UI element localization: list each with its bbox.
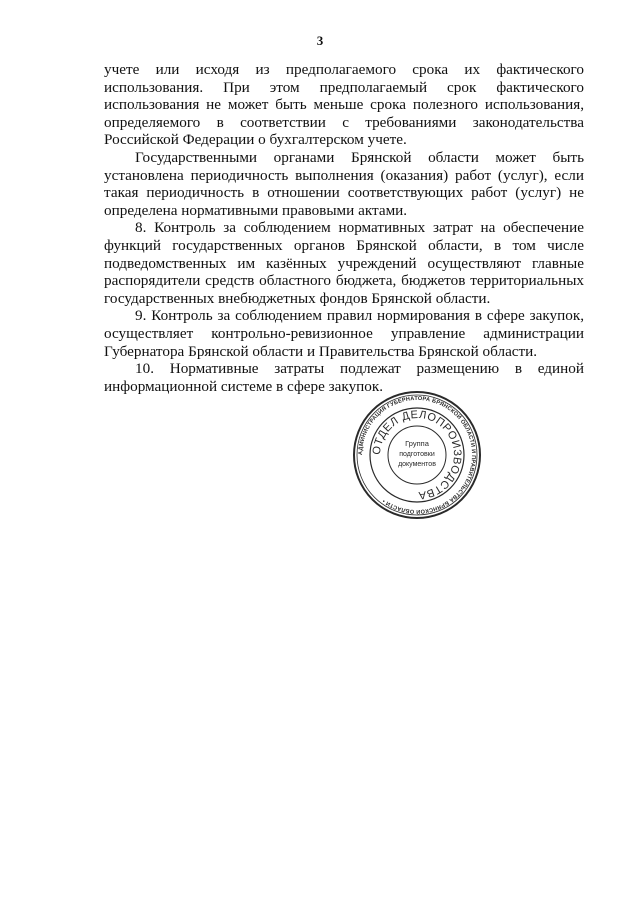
stamp-center-line-2: подготовки (399, 451, 435, 458)
official-stamp (352, 390, 482, 520)
paragraph-periodicity: Государственными органами Брянской области может быть установлена периодичность выполнения (оказания) работ (услуг), если такая периодичность в отношении соответствующих работ (услуг) не определена нормативными правовыми актами. (104, 148, 584, 219)
stamp-center-line-3: документов (398, 461, 436, 468)
stamp-center-line-1: Группа (405, 439, 429, 448)
stamp-department-text: ОТДЕЛ ДЕЛОПРОИЗВОДСТВА (370, 408, 464, 502)
stamp-outer-text: АДМИНИСТРАЦИЯ ГУБЕРНАТОРА БРЯНСКОЙ ОБЛАСТИ И ПРАВИТЕЛЬСТВА БРЯНСКОЙ ОБЛАСТИ • (357, 395, 477, 515)
page-number: 3 (316, 33, 324, 48)
paragraph-8: 8. Контроль за соблюдением нормативных затрат на обеспечение функций государственных органов Брянской области, в том числе подведомственных им казённых учреждений осуществляют главные распорядители средств областного бюджета, бюджетов территориальных государственных внебюджетных фондов Брянской области. (104, 219, 584, 307)
paragraph-continuation: учете или исходя из предполагаемого срока их фактического использования. При этом предполагаемый срок фактического использования не может быть меньше срока полезного использования, определяемого в соответствии с требованиями законодательства Российской Федерации о бухгалтерском учете. (104, 61, 584, 149)
paragraph-9: 9. Контроль за соблюдением правил нормирования в сфере закупок, осуществляет контрольно-ревизионное управление администрации Губернатора Брянской области и Правительства Брянской области. (104, 307, 584, 360)
paragraph-10: 10. Нормативные затраты подлежат размещению в единой информационной системе в сфере закупок. (104, 360, 584, 395)
document-body (104, 61, 584, 395)
